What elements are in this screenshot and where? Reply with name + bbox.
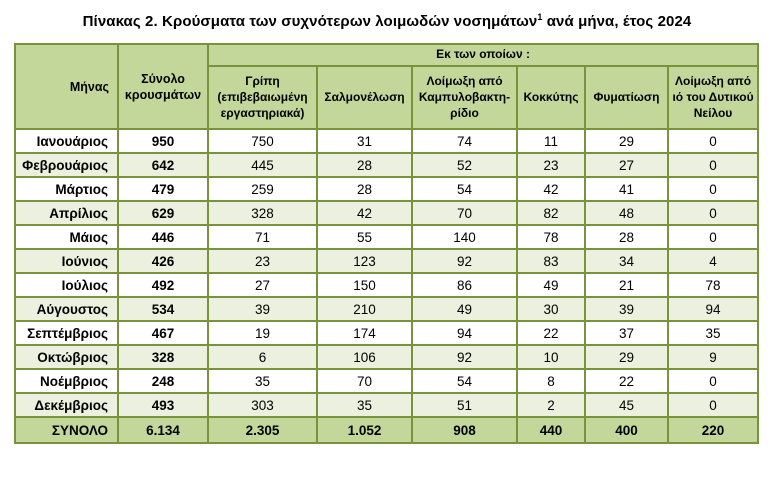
value-cell: 22 [585,369,668,393]
value-cell: 0 [668,369,758,393]
value-cell: 28 [317,153,412,177]
value-cell: 42 [317,201,412,225]
column-header-tuberculosis: Φυματίωση [585,66,668,129]
month-cell: Σεπτέμβριος [15,321,118,345]
table-row [15,273,758,297]
value-cell: 303 [208,393,317,417]
total-cases-cell: 950 [118,129,208,153]
value-cell: 34 [585,249,668,273]
table-row [15,249,758,273]
total-cases-cell: 328 [118,345,208,369]
value-cell: 19 [208,321,317,345]
value-cell: 0 [668,177,758,201]
total-row-label: ΣΥΝΟΛΟ [15,417,118,443]
column-header-month: Μήνας [15,44,118,129]
total-cases-cell: 629 [118,201,208,225]
total-cell: 440 [517,417,585,443]
value-cell: 0 [668,201,758,225]
month-cell: Μάιος [15,225,118,249]
total-cases-cell: 534 [118,297,208,321]
value-cell: 94 [668,297,758,321]
total-cell: 2.305 [208,417,317,443]
table-row [15,129,758,153]
value-cell: 750 [208,129,317,153]
value-cell: 8 [517,369,585,393]
value-cell: 174 [317,321,412,345]
month-cell: Οκτώβριος [15,345,118,369]
column-header-of-which: Εκ των οποίων : [208,44,758,66]
value-cell: 35 [208,369,317,393]
total-cases-cell: 446 [118,225,208,249]
total-cases-cell: 642 [118,153,208,177]
value-cell: 51 [412,393,517,417]
value-cell: 27 [208,273,317,297]
table-row [15,393,758,417]
value-cell: 31 [317,129,412,153]
value-cell: 0 [668,129,758,153]
value-cell: 45 [585,393,668,417]
value-cell: 30 [517,297,585,321]
value-cell: 10 [517,345,585,369]
value-cell: 86 [412,273,517,297]
value-cell: 21 [585,273,668,297]
value-cell: 9 [668,345,758,369]
value-cell: 54 [412,369,517,393]
header-row-group [15,44,758,66]
value-cell: 2 [517,393,585,417]
page-title [14,12,760,32]
total-row [15,417,758,443]
value-cell: 74 [412,129,517,153]
total-cell: 220 [668,417,758,443]
total-cases-cell: 248 [118,369,208,393]
value-cell: 0 [668,393,758,417]
monthly-cases-table [14,43,759,444]
value-cell: 123 [317,249,412,273]
value-cell: 0 [668,153,758,177]
value-cell: 22 [517,321,585,345]
value-cell: 39 [208,297,317,321]
value-cell: 52 [412,153,517,177]
table-body [15,129,758,417]
value-cell: 210 [317,297,412,321]
total-cases-cell: 492 [118,273,208,297]
column-header-flu: Γρίπη (επιβεβαιωμένη εργαστηριακά) [208,66,317,129]
value-cell: 49 [517,273,585,297]
value-cell: 0 [668,225,758,249]
total-cases-cell: 493 [118,393,208,417]
column-header-total-cases: Σύνολο κρουσμάτων [118,44,208,129]
total-cases-cell: 479 [118,177,208,201]
value-cell: 83 [517,249,585,273]
title-text: Πίνακας 2. Κρούσματα των συχνότερων λοιμωδών νοσημάτων [82,13,538,30]
value-cell: 35 [317,393,412,417]
month-cell: Νοέμβριος [15,369,118,393]
month-cell: Ιούνιος [15,249,118,273]
value-cell: 49 [412,297,517,321]
value-cell: 106 [317,345,412,369]
table-row [15,153,758,177]
total-cell: 1.052 [317,417,412,443]
table-row [15,297,758,321]
value-cell: 78 [668,273,758,297]
month-cell: Δεκέμβριος [15,393,118,417]
value-cell: 6 [208,345,317,369]
value-cell: 4 [668,249,758,273]
total-cell: 6.134 [118,417,208,443]
month-cell: Αύγουστος [15,297,118,321]
table-row [15,201,758,225]
table-row [15,345,758,369]
column-header-pertussis: Κοκκύτης [517,66,585,129]
value-cell: 92 [412,249,517,273]
footnote-marker: 1 [537,12,543,22]
value-cell: 29 [585,345,668,369]
value-cell: 29 [585,129,668,153]
total-cell: 400 [585,417,668,443]
month-cell: Απρίλιος [15,201,118,225]
value-cell: 78 [517,225,585,249]
value-cell: 92 [412,345,517,369]
value-cell: 70 [317,369,412,393]
month-cell: Φεβρουάριος [15,153,118,177]
value-cell: 150 [317,273,412,297]
table-header [15,44,758,129]
value-cell: 140 [412,225,517,249]
value-cell: 28 [317,177,412,201]
value-cell: 259 [208,177,317,201]
table-footer [15,417,758,443]
value-cell: 11 [517,129,585,153]
value-cell: 23 [517,153,585,177]
table-row [15,177,758,201]
value-cell: 48 [585,201,668,225]
total-cell: 908 [412,417,517,443]
value-cell: 70 [412,201,517,225]
value-cell: 23 [208,249,317,273]
column-header-salmonellosis: Σαλμονέλωση [317,66,412,129]
title-text-suffix: ανά μήνα, έτος 2024 [542,13,692,30]
value-cell: 35 [668,321,758,345]
value-cell: 41 [585,177,668,201]
column-header-west-nile: Λοίμωξη από ιό του Δυτικού Νείλου [668,66,758,129]
value-cell: 27 [585,153,668,177]
table-row [15,321,758,345]
value-cell: 42 [517,177,585,201]
month-cell: Ιούλιος [15,273,118,297]
total-cases-cell: 426 [118,249,208,273]
value-cell: 54 [412,177,517,201]
month-cell: Ιανουάριος [15,129,118,153]
table-row [15,225,758,249]
value-cell: 71 [208,225,317,249]
value-cell: 37 [585,321,668,345]
value-cell: 445 [208,153,317,177]
value-cell: 39 [585,297,668,321]
total-cases-cell: 467 [118,321,208,345]
month-cell: Μάρτιος [15,177,118,201]
value-cell: 82 [517,201,585,225]
column-header-campylobacter: Λοίμωξη από Καμπυλοβακτη-ρίδιο [412,66,517,129]
value-cell: 328 [208,201,317,225]
table-row [15,369,758,393]
value-cell: 28 [585,225,668,249]
value-cell: 94 [412,321,517,345]
value-cell: 55 [317,225,412,249]
